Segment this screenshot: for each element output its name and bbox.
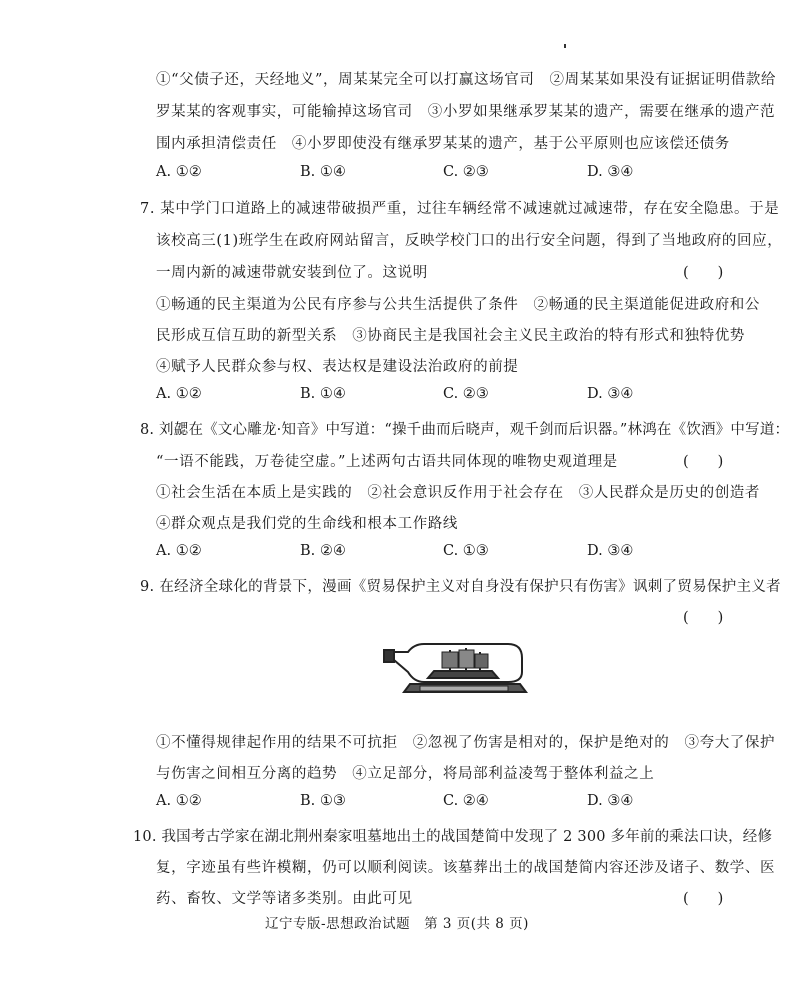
q8-option-a[interactable]: A. ①② [156,543,202,559]
q8-stem-line: 8. 刘勰在《文心雕龙·知音》中写道：“操千曲而后晓声，观千剑而后识器。”林鸿在《饮酒》中写道： [140,422,790,438]
q9-statement-line: ①不懂得规律起作用的结果不可抗拒 ②忽视了伤害是相对的，保护是绝对的 ③夸大了保护 [156,735,776,751]
q7-option-d[interactable]: D. ③④ [587,386,634,402]
q8-option-b[interactable]: B. ②④ [300,543,346,559]
q9-option-a[interactable]: A. ①② [156,793,202,809]
q6-option-a[interactable]: A. ①② [156,164,202,180]
q10-stem-line: 药、畜牧、文学等诸多类别。由此可见 [156,891,413,907]
q6-option-b[interactable]: B. ①④ [300,164,346,180]
q8-answer-blank[interactable]: ( ) [683,454,724,470]
q7-option-a[interactable]: A. ①② [156,386,202,402]
q8-option-c[interactable]: C. ①③ [443,543,489,559]
q7-statement-line: ①畅通的民主渠道为公民有序参与公共生活提供了条件 ②畅通的民主渠道能促进政府和公 [156,297,760,313]
q10-answer-blank[interactable]: ( ) [683,891,724,907]
q6-option-c[interactable]: C. ②③ [443,164,489,180]
q10-stem-line: 复，字迹虽有些许模糊，仍可以顺利阅读。该墓葬出土的战国楚简内容还涉及诸子、数学、医 [156,860,776,876]
q8-statement-line: ④群众观点是我们党的生命线和根本工作路线 [156,516,458,532]
q6-statement-line: 围内承担清偿责任 ④小罗即使没有继承罗某某的遗产，基于公平原则也应该偿还债务 [156,136,730,152]
q9-stem-line: 9. 在经济全球化的背景下，漫画《贸易保护主义对自身没有保护只有伤害》讽刺了贸易保护主义者 [140,579,781,595]
q6-option-d[interactable]: D. ③④ [587,164,634,180]
q6-statement-line: 罗某某的客观事实，可能输掉这场官司 ③小罗如果继承罗某某的遗产，需要在继承的遗产范 [156,104,776,120]
q7-option-b[interactable]: B. ①④ [300,386,346,402]
q10-stem-line: 10. 我国考古学家在湖北荆州秦家咀墓地出土的战国楚简中发现了 2 300 多年前的乘法口诀，经修 [133,829,773,845]
scan-mark [564,44,566,48]
q7-stem-line: 该校高三(1)班学生在政府网站留言，反映学校门口的出行安全问题，得到了当地政府的回应， [156,233,783,249]
q9-statement-line: 与伤害之间相互分离的趋势 ④立足部分，将局部利益凌驾于整体利益之上 [156,766,655,782]
page-footer: 辽宁专版-思想政治试题 第 3 页(共 8 页) [265,916,529,932]
q7-stem-line: 一周内新的减速带就安装到位了。这说明 [156,265,428,281]
q6-statement-line: ①“父债子还，天经地义”，周某某完全可以打赢这场官司 ②周某某如果没有证据证明借款给 [156,72,777,88]
q8-stem-line: “一语不能践，万卷徒空虚。”上述两句古语共同体现的唯物史观道理是 [156,454,618,470]
q8-option-d[interactable]: D. ③④ [587,543,634,559]
q7-answer-blank[interactable]: ( ) [683,265,724,281]
q8-statement-line: ①社会生活在本质上是实践的 ②社会意识反作用于社会存在 ③人民群众是历史的创造者 [156,485,760,501]
ship-in-bottle-cartoon [380,638,530,700]
q7-stem-line: 7. 某中学门口道路上的减速带破损严重，过往车辆经常不减速就过减速带，存在安全隐患。于是 [140,201,780,217]
q9-option-d[interactable]: D. ③④ [587,793,634,809]
q7-option-c[interactable]: C. ②③ [443,386,489,402]
q9-option-c[interactable]: C. ②④ [443,793,489,809]
q9-answer-blank[interactable]: ( ) [683,610,724,626]
q7-statement-line: ④赋予人民群众参与权、表达权是建设法治政府的前提 [156,359,519,375]
q7-statement-line: 民形成互信互助的新型关系 ③协商民主是我国社会主义民主政治的特有形式和独特优势 [156,328,745,344]
q9-option-b[interactable]: B. ①③ [300,793,346,809]
bottle-illustration [384,644,526,692]
